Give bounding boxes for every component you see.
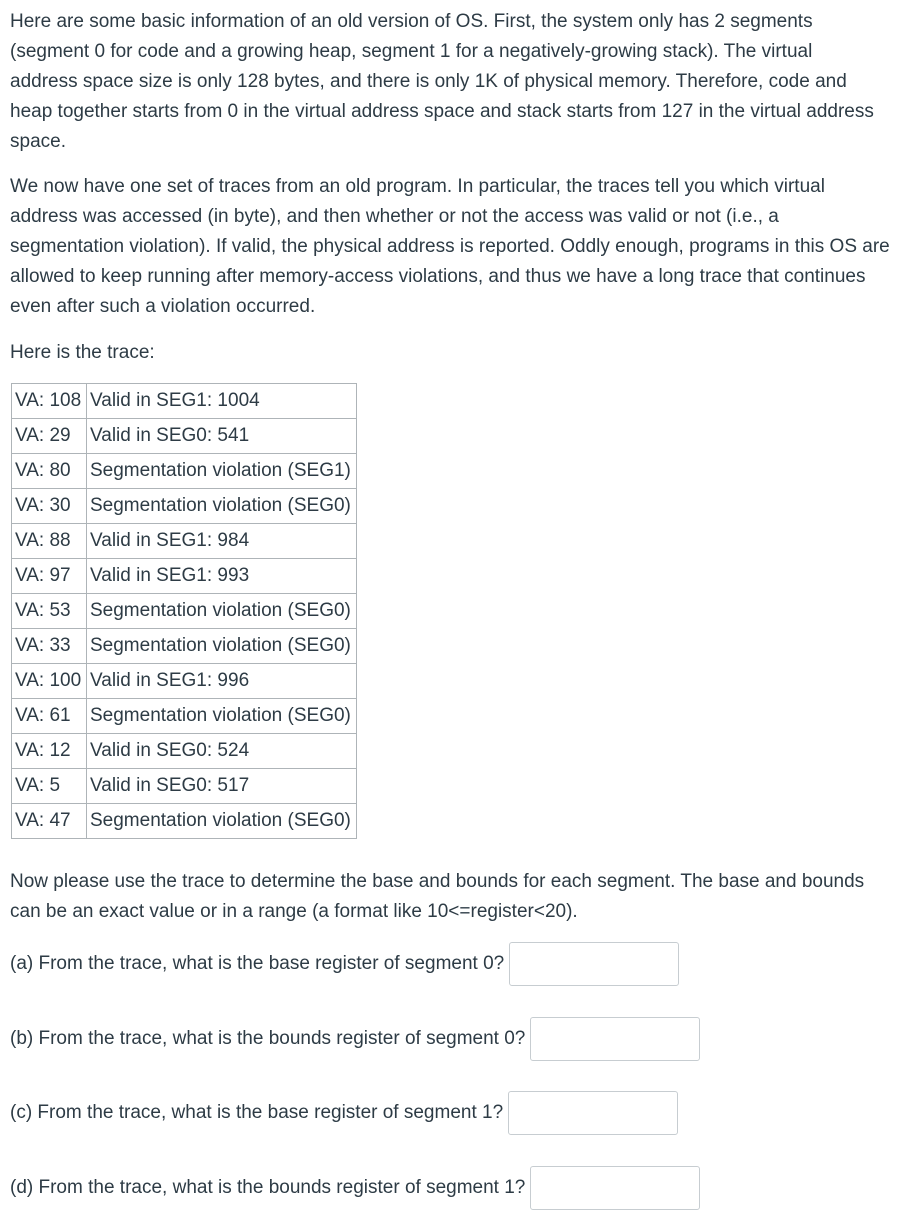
trace-result-cell: Segmentation violation (SEG0) (87, 594, 357, 629)
question-d-text: (d) From the trace, what is the bounds register of segment 1? (10, 1177, 526, 1198)
question-c (10, 1091, 678, 1135)
trace-result-cell: Segmentation violation (SEG1) (87, 454, 357, 489)
intro-paragraph-1: Here are some basic information of an old version of OS. First, the system only has 2 segments (segment 0 for code and a growing heap, segment 1 for a negatively-growing stack). The virtual address space size is only 128 bytes, and there is only 1K of physical memory. Therefore, code and heap together starts from 0 in the virtual address space and stack starts from 127 in the virtual address space. (10, 11, 874, 152)
table-row (12, 559, 357, 594)
trace-va-cell: VA: 33 (12, 629, 87, 664)
trace-result-cell: Valid in SEG1: 1004 (87, 384, 357, 419)
trace-va-cell: VA: 108 (12, 384, 87, 419)
table-row (12, 524, 357, 559)
answer-c-input[interactable] (508, 1091, 678, 1135)
intro-paragraph-2: We now have one set of traces from an old program. In particular, the traces tell you which virtual address was accessed (in byte), and then whether or not the access was valid or not (i.e., a segmentation violation). If valid, the physical address is reported. Oddly enough, programs in this OS are allowed to keep running after memory-access violations, and thus we have a long trace that continues even after such a violation occurred. (10, 176, 890, 317)
trace-result-cell: Segmentation violation (SEG0) (87, 489, 357, 524)
trace-result-cell: Valid in SEG0: 524 (87, 734, 357, 769)
table-row (12, 769, 357, 804)
table-row (12, 489, 357, 524)
trace-result-cell: Segmentation violation (SEG0) (87, 699, 357, 734)
trace-va-cell: VA: 12 (12, 734, 87, 769)
question-a-text: (a) From the trace, what is the base register of segment 0? (10, 953, 505, 974)
question-b (10, 1017, 700, 1061)
table-row (12, 419, 357, 454)
trace-result-cell: Valid in SEG1: 984 (87, 524, 357, 559)
trace-va-cell: VA: 47 (12, 804, 87, 839)
table-row (12, 699, 357, 734)
table-row (12, 384, 357, 419)
trace-va-cell: VA: 97 (12, 559, 87, 594)
trace-va-cell: VA: 30 (12, 489, 87, 524)
trace-va-cell: VA: 5 (12, 769, 87, 804)
answer-b-input[interactable] (530, 1017, 700, 1061)
trace-result-cell: Valid in SEG0: 541 (87, 419, 357, 454)
trace-table (11, 383, 357, 839)
question-b-text: (b) From the trace, what is the bounds register of segment 0? (10, 1028, 526, 1049)
table-row (12, 454, 357, 489)
trace-result-cell: Segmentation violation (SEG0) (87, 804, 357, 839)
trace-result-cell: Valid in SEG0: 517 (87, 769, 357, 804)
trace-heading: Here is the trace: (10, 342, 155, 363)
trace-va-cell: VA: 53 (12, 594, 87, 629)
instructions-paragraph: Now please use the trace to determine the base and bounds for each segment. The base and bounds can be an exact value or in a range (a format like 10<=register<20). (10, 871, 865, 922)
trace-result-cell: Segmentation violation (SEG0) (87, 629, 357, 664)
trace-va-cell: VA: 80 (12, 454, 87, 489)
trace-result-cell: Valid in SEG1: 993 (87, 559, 357, 594)
table-row (12, 734, 357, 769)
question-c-text: (c) From the trace, what is the base register of segment 1? (10, 1102, 504, 1123)
question-d (10, 1166, 700, 1210)
table-row (12, 594, 357, 629)
answer-a-input[interactable] (509, 942, 679, 986)
question-a (10, 942, 679, 986)
table-row (12, 629, 357, 664)
trace-result-cell: Valid in SEG1: 996 (87, 664, 357, 699)
table-row (12, 664, 357, 699)
answer-d-input[interactable] (530, 1166, 700, 1210)
trace-va-cell: VA: 100 (12, 664, 87, 699)
trace-va-cell: VA: 61 (12, 699, 87, 734)
trace-va-cell: VA: 29 (12, 419, 87, 454)
trace-va-cell: VA: 88 (12, 524, 87, 559)
table-row (12, 804, 357, 839)
